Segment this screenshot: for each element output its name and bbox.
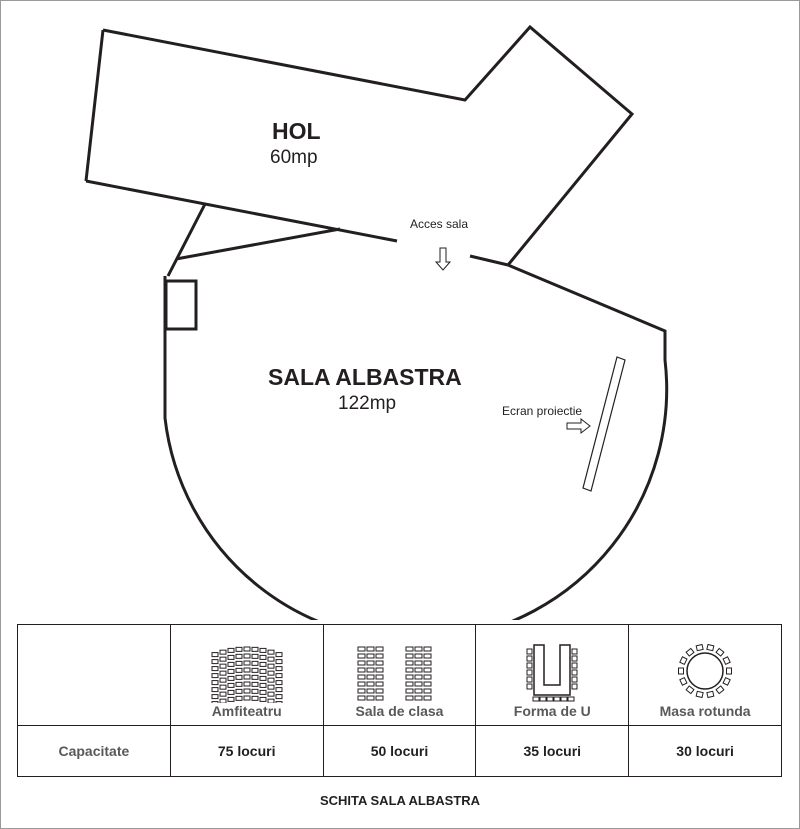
seat-mark	[268, 692, 274, 696]
seat-mark	[680, 678, 687, 686]
capacity-row-label: Capacitate	[18, 726, 171, 777]
seat-mark	[376, 682, 383, 686]
seat-mark	[424, 689, 431, 693]
seat-mark	[406, 696, 413, 700]
seat-mark	[236, 647, 242, 651]
seat-mark	[424, 675, 431, 679]
seat-mark	[220, 671, 226, 675]
seat-mark	[252, 668, 258, 672]
seat-mark	[707, 691, 714, 697]
seat-mark	[533, 697, 539, 701]
seat-mark	[244, 661, 250, 665]
seat-mark	[228, 648, 234, 652]
seat-mark	[415, 682, 422, 686]
seat-mark	[268, 664, 274, 668]
seat-mark	[716, 686, 724, 694]
seat-mark	[415, 689, 422, 693]
seat-mark	[696, 644, 703, 650]
seat-mark	[547, 697, 553, 701]
seat-mark	[572, 684, 577, 689]
layout-cell-masa-rotunda	[629, 625, 782, 726]
seat-mark	[686, 648, 694, 656]
seat-mark	[236, 689, 242, 693]
seat-mark	[527, 663, 532, 668]
seat-mark	[572, 656, 577, 661]
seat-mark	[367, 696, 374, 700]
seat-mark	[376, 661, 383, 665]
capacity-value: 30 locuri	[629, 726, 782, 777]
seat-mark	[276, 681, 282, 685]
seat-mark	[424, 682, 431, 686]
u-shape-seating-icon	[517, 641, 587, 703]
seat-mark	[228, 662, 234, 666]
seat-mark	[367, 668, 374, 672]
seat-mark	[679, 668, 684, 674]
seat-mark	[527, 656, 532, 661]
seat-mark	[276, 674, 282, 678]
seat-mark	[358, 668, 365, 672]
footer-title: SCHITA SALA ALBASTRA	[319, 793, 481, 808]
seat-mark	[212, 653, 218, 657]
seat-mark	[260, 662, 266, 666]
seat-mark	[220, 678, 226, 682]
capacity-value: 50 locuri	[323, 726, 476, 777]
seat-mark	[376, 668, 383, 672]
capacity-value: 75 locuri	[170, 726, 323, 777]
seat-mark	[236, 682, 242, 686]
seat-mark	[415, 647, 422, 651]
seat-mark	[358, 654, 365, 658]
capacity-table	[17, 624, 782, 777]
seat-mark	[244, 696, 250, 700]
seat-mark	[236, 654, 242, 658]
seat-mark	[367, 675, 374, 679]
seat-mark	[252, 696, 258, 700]
empty-corner-cell	[18, 625, 171, 726]
round-table-seating-icon	[670, 641, 740, 703]
seat-mark	[406, 689, 413, 693]
seat-mark	[212, 688, 218, 692]
layout-name: Sala de clasa	[355, 703, 444, 719]
layout-cell-amfiteatru	[170, 625, 323, 726]
screen-label: Ecran proiectie	[502, 404, 583, 418]
seat-mark	[358, 647, 365, 651]
seat-mark	[376, 675, 383, 679]
seat-mark	[723, 657, 730, 665]
seat-mark	[415, 654, 422, 658]
seat-mark	[376, 654, 383, 658]
seat-mark	[268, 685, 274, 689]
seat-mark	[268, 657, 274, 661]
seat-mark	[228, 676, 234, 680]
seat-mark	[244, 675, 250, 679]
seat-mark	[212, 681, 218, 685]
projection-screen	[583, 357, 625, 491]
seat-mark	[696, 691, 703, 697]
seat-mark	[236, 661, 242, 665]
seat-mark	[424, 654, 431, 658]
seat-mark	[252, 689, 258, 693]
seat-mark	[406, 647, 413, 651]
seat-mark	[244, 647, 250, 651]
seat-mark	[572, 649, 577, 654]
seat-mark	[244, 682, 250, 686]
seat-mark	[406, 654, 413, 658]
seat-mark	[212, 674, 218, 678]
seat-mark	[220, 664, 226, 668]
seat-mark	[527, 670, 532, 675]
small-column	[166, 281, 196, 329]
seat-mark	[358, 682, 365, 686]
layout-cell-forma-de-u	[476, 625, 629, 726]
hol-left-wall	[86, 30, 103, 181]
seat-mark	[276, 653, 282, 657]
seat-mark	[406, 675, 413, 679]
seat-mark	[228, 669, 234, 673]
seat-mark	[260, 669, 266, 673]
seat-mark	[561, 697, 567, 701]
seat-mark	[554, 697, 560, 701]
seat-mark	[415, 696, 422, 700]
seat-mark	[220, 650, 226, 654]
seat-mark	[680, 657, 687, 665]
seat-mark	[424, 647, 431, 651]
seat-mark	[276, 660, 282, 664]
access-arrow-icon	[436, 248, 450, 270]
seat-mark	[367, 647, 374, 651]
seat-mark	[527, 684, 532, 689]
seat-mark	[723, 678, 730, 686]
seat-mark	[367, 682, 374, 686]
seat-mark	[220, 685, 226, 689]
seat-mark	[260, 683, 266, 687]
screen-arrow-icon	[567, 419, 590, 433]
seat-mark	[415, 668, 422, 672]
seat-mark	[220, 657, 226, 661]
seat-mark	[572, 670, 577, 675]
access-label: Acces sala	[410, 217, 469, 231]
sala-area: 122mp	[338, 393, 397, 414]
seat-mark	[707, 644, 714, 650]
layout-name: Masa rotunda	[659, 703, 751, 719]
seat-mark	[376, 647, 383, 651]
seat-mark	[367, 689, 374, 693]
seat-mark	[572, 677, 577, 682]
seat-mark	[244, 668, 250, 672]
seat-mark	[358, 675, 365, 679]
access-right-wall	[470, 256, 508, 265]
seat-mark	[358, 696, 365, 700]
seat-mark	[236, 675, 242, 679]
seat-mark	[415, 661, 422, 665]
layout-cell-sala-de-clasa	[323, 625, 476, 726]
capacity-value: 35 locuri	[476, 726, 629, 777]
seat-mark	[228, 697, 234, 701]
amphitheater-seating-icon	[207, 643, 287, 703]
seat-mark	[252, 661, 258, 665]
seat-mark	[376, 696, 383, 700]
seat-mark	[540, 697, 546, 701]
seat-mark	[268, 678, 274, 682]
seat-mark	[252, 654, 258, 658]
seat-mark	[424, 668, 431, 672]
seat-mark	[406, 682, 413, 686]
seat-mark	[276, 695, 282, 699]
seat-mark	[236, 668, 242, 672]
seat-mark	[252, 682, 258, 686]
seat-mark	[424, 696, 431, 700]
seat-mark	[212, 667, 218, 671]
hol-bottom-wall	[86, 181, 397, 241]
seat-mark	[220, 692, 226, 696]
layout-name: Amfiteatru	[211, 703, 282, 719]
seat-mark	[212, 660, 218, 664]
seat-mark	[527, 677, 532, 682]
hol-outline	[103, 27, 632, 265]
seat-mark	[244, 689, 250, 693]
seat-mark	[268, 671, 274, 675]
seat-mark	[276, 667, 282, 671]
seat-mark	[527, 649, 532, 654]
seat-mark	[276, 688, 282, 692]
seat-mark	[228, 690, 234, 694]
seat-mark	[252, 675, 258, 679]
seat-mark	[244, 654, 250, 658]
seat-mark	[568, 697, 574, 701]
seat-mark	[260, 690, 266, 694]
seat-mark	[406, 661, 413, 665]
sala-title: SALA ALBASTRA	[268, 364, 462, 390]
seat-mark	[367, 661, 374, 665]
seat-mark	[228, 655, 234, 659]
seat-mark	[358, 689, 365, 693]
seat-mark	[268, 650, 274, 654]
layout-name: Forma de U	[513, 703, 591, 719]
seat-mark	[252, 647, 258, 651]
seat-mark	[236, 696, 242, 700]
seat-mark	[686, 686, 694, 694]
seat-mark	[212, 695, 218, 699]
seat-mark	[367, 654, 374, 658]
sala-outline	[165, 265, 667, 620]
seat-mark	[727, 668, 732, 674]
seat-mark	[716, 648, 724, 656]
seat-mark	[260, 697, 266, 701]
classroom-seating-icon	[352, 643, 446, 703]
seat-mark	[415, 675, 422, 679]
seat-mark	[260, 655, 266, 659]
hol-area: 60mp	[270, 147, 318, 168]
seat-mark	[358, 661, 365, 665]
seat-mark	[376, 689, 383, 693]
hol-title: HOL	[272, 118, 321, 144]
seat-mark	[260, 676, 266, 680]
seat-mark	[406, 668, 413, 672]
seat-mark	[260, 648, 266, 652]
seat-mark	[424, 661, 431, 665]
seat-mark	[572, 663, 577, 668]
seat-mark	[228, 683, 234, 687]
